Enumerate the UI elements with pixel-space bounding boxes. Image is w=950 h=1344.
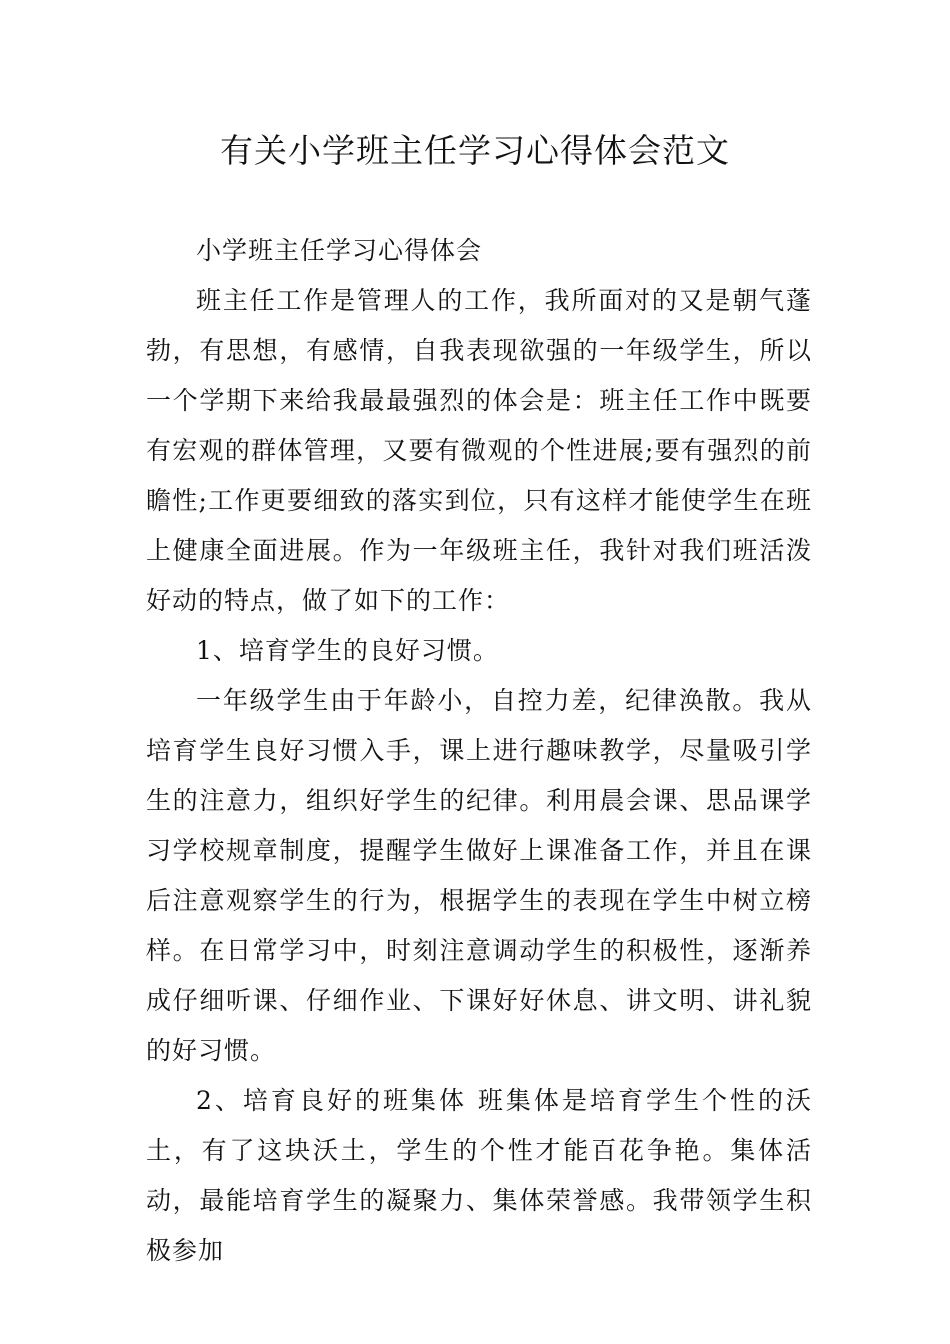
paragraph-heading-1: 1、培育学生的良好习惯。	[196, 636, 499, 665]
document-title: 有关小学班主任学习心得体会范文	[220, 131, 730, 170]
document-body	[146, 226, 812, 1276]
paragraph-subtitle: 小学班主任学习心得体会	[196, 236, 483, 265]
paragraph-habits: 一年级学生由于年龄小，自控力差，纪律涣散。我从培育学生良好习惯入手，课上进行趣味教学，尽量吸引学生的注意力，组织好学生的纪律。利用晨会课、思品课学习学校规章制度，提醒学生做好上课准备工作，并且在课后注意观察学生的行为，根据学生的表现在学生中树立榜样。在日常学习中，时刻注意调动学生的积极性，逐渐养成仔细听课、仔细作业、下课好好休息、讲文明、讲礼貌的好习惯。	[146, 686, 812, 1065]
paragraph-heading-2: 2、培育良好的班集体 班集体是培育学生个性的沃土，有了这块沃土，学生的个性才能百花争艳。集体活动，最能培育学生的凝聚力、集体荣誉感。我带领学生积极参加	[146, 1086, 812, 1265]
paragraph-intro: 班主任工作是管理人的工作，我所面对的又是朝气蓬勃，有思想，有感情，自我表现欲强的一年级学生，所以一个学期下来给我最最强烈的体会是：班主任工作中既要有宏观的群体管理，又要有微观的个性进展;要有强烈的前瞻性;工作更要细致的落实到位，只有这样才能使学生在班上健康全面进展。作为一年级班主任，我针对我们班活泼好动的特点，做了如下的工作：	[146, 286, 812, 615]
